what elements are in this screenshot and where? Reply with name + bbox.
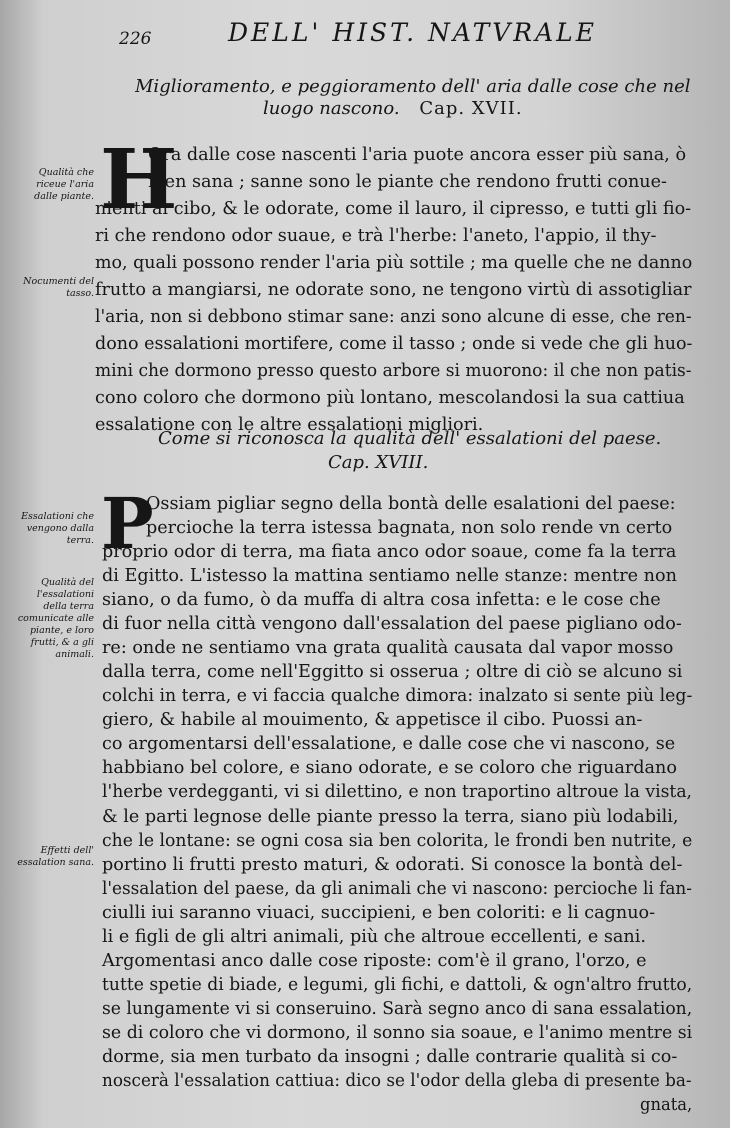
text-line: se lungamente vi si conseruino. Sarà segno anco di sana essalation, xyxy=(102,998,693,1019)
text-line: re: onde ne sentiamo vna grata qualità causata dal vapor mosso xyxy=(102,638,674,659)
text-line: l'herbe verdegganti, vi si dilettino, e non traportino altroue la vista, xyxy=(102,782,693,803)
text-line: frutto a mangiarsi, ne odorate sono, ne tengono virtù di assotigliar xyxy=(95,280,692,300)
text-line: ciulli iui saranno viuaci, succipieni, e ben coloriti: e li cagnuo- xyxy=(102,902,656,923)
text-line: dono essalationi mortifere, come il tasso ; onde si vede che gli huo- xyxy=(95,334,693,354)
running-head: DELL' HIST. NATVRALE xyxy=(228,18,598,47)
text-line: l'aria, non si debbono stimar sane: anzi sono alcune di esse, che ren- xyxy=(95,307,692,327)
drop-cap: P xyxy=(101,482,154,565)
text-line: Ossiam pigliar segno della bontà delle esalationi del paese: xyxy=(146,494,676,514)
text-line: tutte spetie di biade, e legumi, gli fichi, e dattoli, & ogn'altro frutto, xyxy=(102,974,693,995)
margin-note: Nocumenti del tasso. xyxy=(23,276,94,299)
text-line: Argomentasi anco dalle cose riposte: com'è il grano, l'orzo, e xyxy=(102,950,647,971)
text-line: habbiano bel colore, e siano odorate, e se coloro che riguardano xyxy=(102,758,677,779)
text-line: l'essalation del paese, da gli animali che vi nascono: percioche li fan- xyxy=(102,878,692,899)
text-line: mo, quali possono render l'aria più sottile ; ma quelle che ne danno xyxy=(95,253,693,273)
text-line: che le lontane: se ogni cosa sia ben colorita, le frondi ben nutrite, e xyxy=(102,830,693,851)
text-line: li e figli de gli altri animali, più che altroue eccellenti, e sani. xyxy=(102,926,646,947)
text-line: giero, & habile al mouimento, & appetisce il cibo. Puossi an- xyxy=(102,710,643,731)
text-line: se di coloro che vi dormono, il sonno sia soaue, e l'animo mentre si xyxy=(102,1022,693,1043)
text-line: dorme, sia men turbato da insogni ; dalle contrarie qualità si co- xyxy=(102,1046,678,1067)
text-line: mini che dormono presso questo arbore si muorono: il che non patis- xyxy=(95,361,692,381)
text-line: essalatione con le altre essalationi migliori. xyxy=(95,415,484,435)
chapter-18-title: Come si riconosca la qualità dell' essalationi del paese. xyxy=(158,428,662,449)
page-number: 226 xyxy=(119,29,152,49)
chapter-17-title-text: luogo nascono. xyxy=(263,98,400,119)
text-line: men sana ; sanne sono le piante che rendono frutti conue- xyxy=(148,172,667,192)
text-line: Ora dalle cose nascenti l'aria puote ancora esser più sana, ò xyxy=(148,145,687,165)
margin-note: Essalationi che vengono dalla terra. xyxy=(21,511,94,546)
margin-note: Qualità che riceue l'aria dalle piante. xyxy=(34,167,94,202)
text-line: ri che rendono odor suaue, e trà l'herbe: l'aneto, l'appio, il thy- xyxy=(95,226,657,246)
chapter-17-title-line-1: Miglioramento, e peggioramento dell' aria dalle cose che nel xyxy=(135,76,691,97)
text-line: & le parti legnose delle piante presso la terra, siano più lodabili, xyxy=(102,806,679,827)
text-line: di Egitto. L'istesso la mattina sentiamo nelle stanze: mentre non xyxy=(102,566,677,587)
text-line: noscerà l'essalation cattiua: dico se l'odor della gleba di presente ba- xyxy=(102,1070,692,1091)
margin-note: Effetti dell' essalation sana. xyxy=(17,845,94,868)
chapter-18-cap: Cap. XVIII. xyxy=(328,452,429,473)
chapter-17-cap: Cap. XVII. xyxy=(419,98,523,119)
text-line: di fuor nella città vengono dall'essalation del paese pigliano odo- xyxy=(102,614,682,635)
text-line: nienti al cibo, & le odorate, come il lauro, il cipresso, e tutti gli fio- xyxy=(95,199,692,219)
drop-cap: H xyxy=(100,132,178,228)
text-line: cono coloro che dormono più lontano, mescolandosi la sua cattiua xyxy=(95,388,685,408)
margin-note: Qualità del l'essalationi della terra comunicate alle piante, e loro frutti, & a gli animali. xyxy=(17,577,94,660)
text-line: colchi in terra, e vi faccia qualche dimora: inalzato si sente più leg- xyxy=(102,686,693,707)
text-line: siano, o da fumo, ò da muffa di altra cosa infetta: e le cose che xyxy=(102,590,661,611)
text-line: dalla terra, come nell'Eggitto si osserua ; oltre di ciò se alcuno si xyxy=(102,662,683,683)
text-line: percioche la terra istessa bagnata, non solo rende vn certo xyxy=(146,518,673,539)
chapter-17-title-line-2 xyxy=(263,98,523,119)
text-line: proprio odor di terra, ma fiata anco odor soaue, come fa la terra xyxy=(102,542,677,563)
text-line: portino li frutti presto maturi, & odorati. Si conosce la bontà del- xyxy=(102,854,683,875)
text-line: co argomentarsi dell'essalatione, e dalle cose che vi nascono, se xyxy=(102,734,676,755)
text-line: gnata, xyxy=(640,1095,693,1115)
